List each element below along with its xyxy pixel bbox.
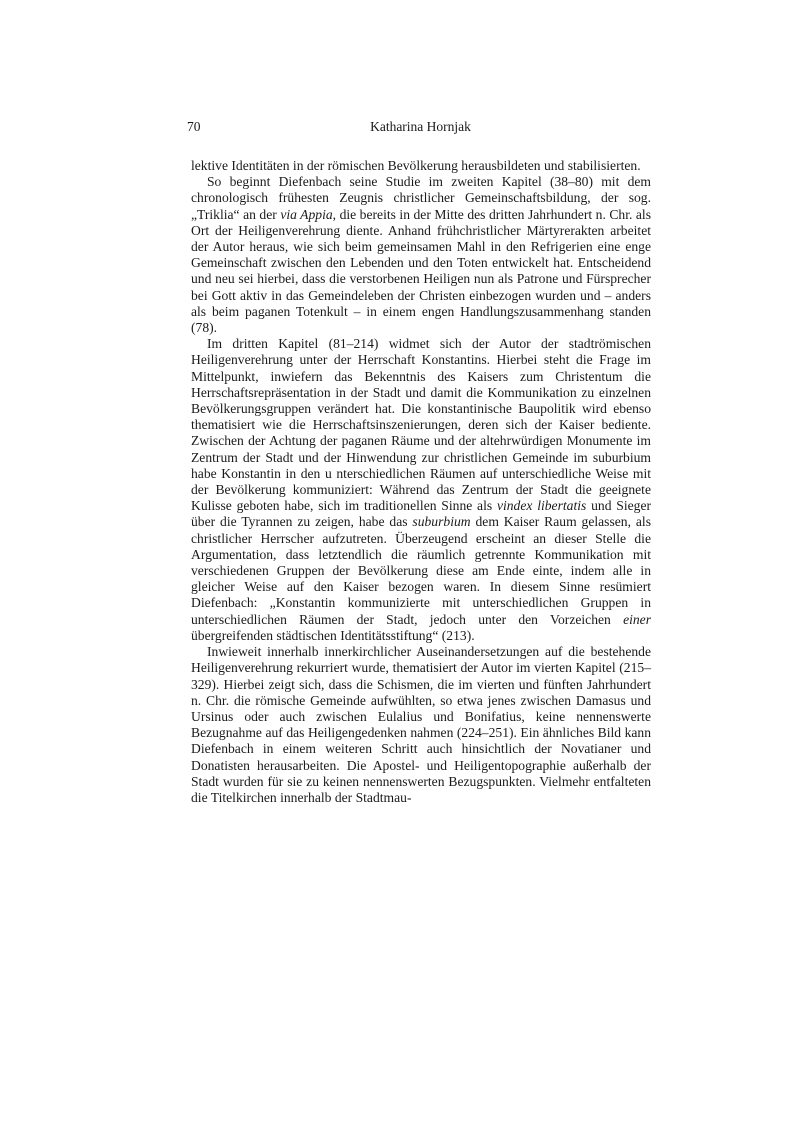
paragraph	[191, 336, 651, 644]
page-header	[187, 119, 654, 137]
paragraph	[191, 158, 651, 174]
body-text	[191, 158, 651, 806]
text-segment: , die bereits in der Mitte des dritten Jahrhundert n. Chr. als Ort der Heiligenverehrung diente. Anhand frühchristlicher Märtyrerakten arbeitet der Autor heraus, wie sich beim gemeinsamen Mahl in den Refrigerien eine enge Gemeinschaft zwischen den Lebenden und den Toten entwickelt hat. Entscheidend und neu sei hierbei, dass die verstorbenen Heiligen nun als Patrone und Fürsprecher bei Gott aktiv in das Gemeindeleben der Christen einbezogen wurden und – anders als beim paganen Totenkult – in einem engen Handlungszusammenhang standen (78).	[191, 206, 651, 336]
paragraph	[191, 174, 651, 336]
page-number: 70	[187, 119, 201, 134]
italic-text: suburbium	[412, 514, 471, 530]
text-segment: lektive Identitäten in der römischen Bevölkerung herausbildeten und stabilisierten.	[191, 158, 641, 173]
text-segment: So beginnt Diefenbach seine Studie im zweiten Kapitel (38–80) mit dem chronologisch frühesten Zeugnis christlicher Gemeinschaftsbildung, der sog. „Triklia“ an der	[191, 174, 651, 222]
italic-text: via Appia	[280, 206, 333, 222]
text-segment: Im dritten Kapitel (81–214) widmet sich der Autor der stadtrömischen Heiligenverehrung unter der Herrschaft Konstantins. Hierbei steht die Frage im Mittelpunkt, inwiefern das Bekenntnis des Kaisers zum Christentum die Herrschaftsrepräsentation in der Stadt und damit die Kommunikation zu einzelnen Bevölkerungsgruppen verändert hat. Die konstantinische Baupolitik wird ebenso thematisiert wie die Herrschaftsinszenierungen, deren sich der Kaiser bediente. Zwischen der Achtung der paganen Räume und der altehrwürdigen Monumente im Zentrum der Stadt und der Hinwendung zur christlichen Gemeinde im suburbium habe Konstantin in den u nterschiedlichen Räumen auf unterschiedliche Weise mit der Bevölkerung kommuniziert: Während das Zentrum der Stadt die geeignete Kulisse geboten habe, sich im traditionellen Sinne als	[191, 336, 651, 514]
text-segment: Inwieweit innerhalb innerkirchlicher Auseinandersetzungen auf die bestehende Heiligenverehrung rekurriert wurde, thematisiert der Autor im vierten Kapitel (215–329). Hierbei zeigt sich, dass die Schismen, die im vierten und fünften Jahrhundert n. Chr. die römische Gemeinde aufwühlten, so etwa jenes zwischen Damasus und Ursinus oder auch zwischen Eulalius und Bonifatius, keine nennenswerte Bezugnahme auf das Heiligengedenken nahmen (224–251). Ein ähnliches Bild kann Diefenbach in einem weiteren Schritt auch hinsichtlich der Novatianer und Donatisten herausarbeiten. Die Apostel- und Heiligentopographie außerhalb der Stadt wurden für sie zu keinen nennenswerten Bezugspunkten. Vielmehr entfalteten die Titelkirchen innerhalb der Stadtmau-	[191, 644, 651, 805]
text-segment: dem Kaiser Raum gelassen, als christlicher Herrscher aufzutreten. Überzeugend erscheint an dieser Stelle die Argumentation, dass letztendlich die räumlich getrennte Kommunikation mit verschiedenen Gruppen der Bevölkerung diese am Ende einte, indem alle in gleicher Weise auf den Kaiser bezogen waren. In diesem Sinne resümiert Diefenbach: „Konstantin kommunizierte mit unterschiedlichen Gruppen in unterschiedlichen Räumen der Stadt, jedoch unter den Vorzeichen	[191, 514, 651, 627]
italic-text: vindex libertatis	[496, 498, 587, 514]
running-head: Katharina Hornjak	[370, 119, 471, 134]
text-segment: übergreifenden städtischen Identitätsstiftung“ (213).	[191, 627, 475, 643]
italic-text: einer	[623, 611, 651, 627]
paragraph	[191, 644, 651, 806]
text-segment: und Sieger über die Tyrannen zu zeigen, habe das	[191, 498, 652, 530]
